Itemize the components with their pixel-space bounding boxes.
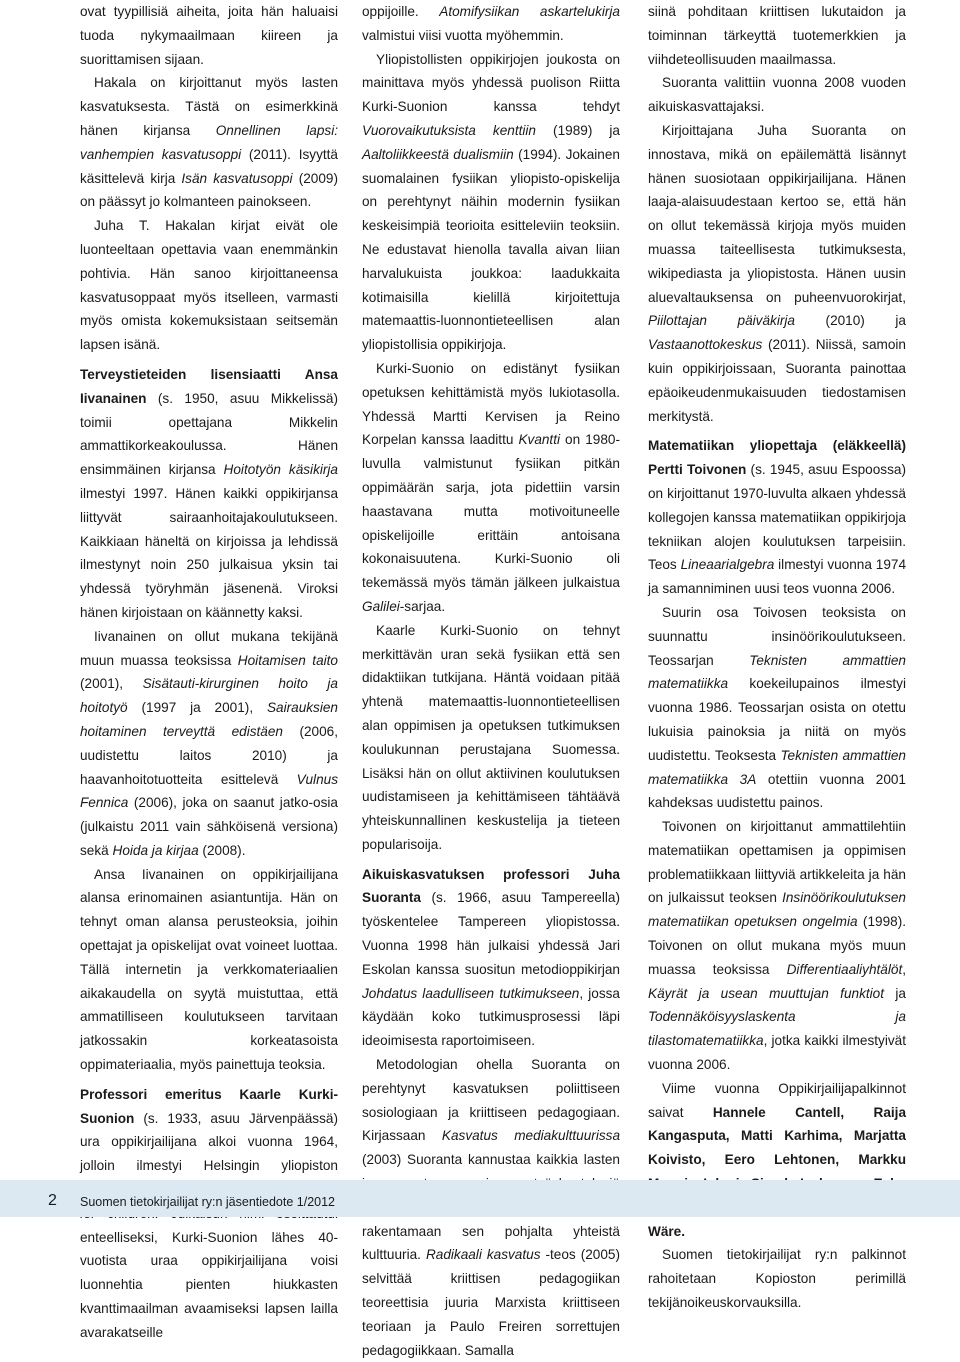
section-lead-paragraph: Terveystieteiden lisensiaatti Ansa Iivanainen (s. 1950, asuu Mikkelissä) toimii opettajana Mikkelin ammattikorkeakoulussa. Hänen ensimmäinen kirjansa Hoitotyön käsikirja ilmestyi 1997. Hänen kaikki oppikirjansa liittyvät sairaanhoitajakoulutukseen. Kaikkiaan häneltä on kirjoissa ja lehdissä ilmestynyt noin 250 julkaisua yksin tai yhdessä työryhmän jäsenenä. Viroksi hänen kirjoistaan on käännetty kaksi.: [80, 366, 338, 620]
paragraph: Yliopistollisten oppikirjojen joukosta on mainittava myös yhdessä puolison Riitta Kurki-Suonion kanssa tehdyt Vuorovaikutuksista kenttiin (1989) ja Aaltoliikkeestä dualismiin (1994). Jokainen suomalainen fysiikan yliopisto-opiskelija on perehtynyt näihin modernin fysiikan keskeisimpiä teorioita esitteleviin teoksiin. Ne edustavat hienolla tavalla aivan liian harvalukuista joukkoa: laadukkaita kotimaisilla kielillä kirjoitettuja matemaattis-luonnontieteellisen alan yliopistollisia oppikirjoja.: [362, 51, 620, 353]
section-lead-paragraph: Professori emeritus Kaarle Kurki-Suonion (s. 1933, asuu Järvenpäässä) ura oppikirjailijana alkoi vuonna 1964, jolloin ilmestyi Helsingin yliopiston enteelliseksi, Kurki-Suonion lähes 40-vuotista uraa oppikirjailijana voisi luonnehtia pienten hiukkasten kvanttimaailman avaamiseksi lapsen lailla avarakatseille: [80, 1086, 338, 1340]
page-footer: [0, 1180, 960, 1217]
paragraph: Suomen tietokirjailijat ry:n palkinnot rahoitetaan Kopioston perimillä tekijänoikeuskorvauksilla.: [648, 1247, 906, 1311]
column-3: [648, 0, 907, 1311]
section-lead-paragraph: Aikuiskasvatuksen professori Juha Suoranta (s. 1966, asuu Tampereella) työskentelee Tampereen yliopistossa. Vuonna 1998 hän julkaisi yhdessä Jari Eskolan kanssa suositun metodioppikirjan Johdatus laadulliseen tutkimukseen, jossa käydään koko tutkimusprosessi läpi ideoimisesta raportoimiseen.: [362, 866, 620, 1049]
paragraph: Kirjoittajana Juha Suoranta on innostava, mikä on epäilemättä lisännyt hänen suosiotaan oppikirjailijana. Hänen laaja-alaisuudestaan kertoo se, että hän on ollut tekemässä kirjoja myös muiden muassa taiteellisesta tutkimuksesta, wikipediasta ja yliopistosta. Hänen uusin aluevaltauksensa on puheenvuorokirjat, Piilottajan päiväkirja (2010) ja Vastaanottokeskus (2011). Niissä, samoin kuin oppikirjoissaan, Suoranta painottaa epäoikeudenmukaisuuden tiedostamisen merkitystä.: [648, 122, 906, 424]
section-lead-paragraph: Matematiikan yliopettaja (eläkkeellä) Pertti Toivonen (s. 1945, asuu Espoossa) on kirjoittanut 1970-luvulta alkaen yhdessä kollegojen kanssa matematiikan oppikirjoja tekniikan alojen koulutuksen tarpeisiin. Teos Lineaarialgebra ilmestyi vuonna 1974 ja samanniminen uusi teos vuonna 2006.: [648, 438, 907, 597]
paragraph: Iivanainen on ollut mukana tekijänä muun muassa teoksissa Hoitamisen taito (2001), Sisätauti-kirurginen hoito ja hoitotyö (1997 ja 2001), Sairauksien hoitaminen terveyttä edistäen (2006, uudistettu laitos 2010) ja haavanhoitotuotteita esittelevä Vulnus Fennica (2006), joka on saanut jatko-osia (julkaistu 2011 vain sähköisenä versiona) sekä Hoida ja kirjaa (2008).: [80, 628, 338, 858]
person-name: Terveystieteiden lisensiaatti Ansa Iivanainen: [80, 366, 338, 406]
paragraph: oppijoille. Atomifysiikan askartelukirja valmistui viisi vuotta myöhemmin.: [362, 4, 620, 43]
award-recipients: Hannele Cantell, Raija Kangasputa, Matti Karhima, Marjatta Koivisto, Eero Lehtonen, Markku: [648, 1104, 906, 1168]
person-name: Aikuiskasvatuksen professori Juha Suoranta: [362, 866, 620, 906]
paragraph: Kaarle Kurki-Suonio on tehnyt merkittävän uran sekä fysiikan että sen didaktiikan tutkijana. Häntä voidaan pitää yhtenä matemaattis-luonnontieteellisen alan oppimisen ja opetuksen tutkimuksen koulukunnan perustajana Suomessa. Lisäksi hän on ollut aktiivinen koulutuksen uudistamiseen ja kehittämiseen tähtäävä yhteiskunnallinen keskustelija ja tieteen popularisoija.: [362, 622, 620, 852]
paragraph: siinä pohditaan kriittisen lukutaidon ja toiminnan tärkeyttä tuotemerkkien ja viihdeteollisuuden maailmassa.: [648, 4, 906, 67]
paragraph: Viime vuonna Oppikirjailijapalkinnot saivat Hannele Cantell, Raija Kangasputa, Matti Karhima, Marjatta Koivisto, Eero Lehtonen, Markku Wäre.: [648, 1080, 906, 1239]
paragraph: Ansa Iivanainen on oppikirjailijana alansa erinomainen asiantuntija. Hän on tehnyt oman alansa perusteoksia, joihin opettajat ja opiskelijat ovat voineet luottaa. Tällä internetin ja verkkomateriaalien aikakaudella on syytä muistuttaa, että ammatilliseen koulutukseen tarvitaan jatkossakin korkeatasoista oppimateriaalia, myös painettuja teoksia.: [80, 866, 338, 1073]
paragraph: Juha T. Hakalan kirjat eivät ole luonteeltaan opettavia vaan enemmänkin pohtivia. Hän sanoo kirjoittaneensa kasvatusoppaat myös itselleen, varmasti myös omista kokemuksistaan seitsemän lapsen isänä.: [80, 218, 338, 353]
column-2: [362, 0, 620, 1358]
person-name: Matematiikan yliopettaja (eläkkeellä) Pertti Toivonen: [648, 438, 906, 478]
paragraph: Toivonen on kirjoittanut ammattilehtiin matematiikan opettamisen ja oppimisen problematiikkaan liittyviä artikkeleita ja hän on julkaissut teoksen Insinöörikoulutuksen matematiikan opetuksen ongelmia (1998). Toivonen on ollut mukana myös muun muassa teoksissa Differentiaaliyhtälöt, Käyrät ja usean muuttujan funktiot ja Todennäköisyyslaskenta ja tilastomatematiikka, jotka kaikki ilmestyivät vuonna 2006.: [648, 819, 906, 1073]
paragraph: Hakala on kirjoittanut myös lasten kasvatuksesta. Tästä on esimerkkinä hänen kirjansa Onnellinen lapsi: vanhempien kasvatusoppi (2011). Isyyttä käsittelevä kirja Isän kasvatusoppi (2009) on päässyt jo kolmanteen painokseen.: [80, 75, 338, 210]
publication-title: Suomen tietokirjailijat ry:n jäsentiedote 1/2012: [80, 1195, 336, 1209]
paragraph: Suurin osa Toivosen teoksista on suunnattu insinöörikoulutukseen. Teossarjan Teknisten ammattien matematiikka koekeilupainos ilmestyi vuonna 1986. Teossarjan osista on otettu lukuisia painoksia ja niitä on myös uudistettu. Teoksesta Teknisten ammattien matematiikka 3A otettiin vuonna 2001 kahdeksas uudistettu painos.: [648, 604, 906, 811]
paragraph: Kurki-Suonio on edistänyt fysiikan opetuksen kehittämistä myös lukiotasolla. Yhdessä Martti Kervisen ja Reino Korpelan kanssa laadittu Kvantti on 1980-luvulla valmistunut fysiikan pitkän oppimäärän sarja, jota pidettiin varsin haastavana mutta motivoituneelle opiskelijoille erittäin antoisana kokonaisuutena. Kurki-Suonio oli tekemässä myös tämän jälkeen julkaistua Galilei-sarjaa.: [362, 360, 620, 614]
award-recipient: Wäre.: [648, 1223, 686, 1239]
paragraph: ovat tyypillisiä aiheita, joita hän haluaisi tuoda nykymaailmaan kiireen ja suorittamisen sijaan.: [80, 4, 338, 67]
paragraph: Metodologian ohella Suoranta on perehtynyt kasvatuksen poliittiseen sosiologiaan ja kriittiseen pedagogiaan. Kirjassaan Kasvatus mediakulttuurissa (2003) Suoranta kannustaa kaikkia lasten rakentamaan sen pohjalta yhteistä kulttuuria. Radikaali kasvatus -teos (2005) selvittää kriittisen pedagogiikan teoreettisia juuria Marxista kriittiseen teoriaan ja Paulo Freiren sorrettujen pedagogiikkaan. Samalla: [362, 1057, 620, 1358]
paragraph: Suoranta valittiin vuonna 2008 vuoden aikuiskasvattajaksi.: [648, 75, 906, 115]
person-name: Professori emeritus Kaarle Kurki-Suonion: [80, 1086, 338, 1126]
page-number: 2: [48, 1192, 57, 1209]
